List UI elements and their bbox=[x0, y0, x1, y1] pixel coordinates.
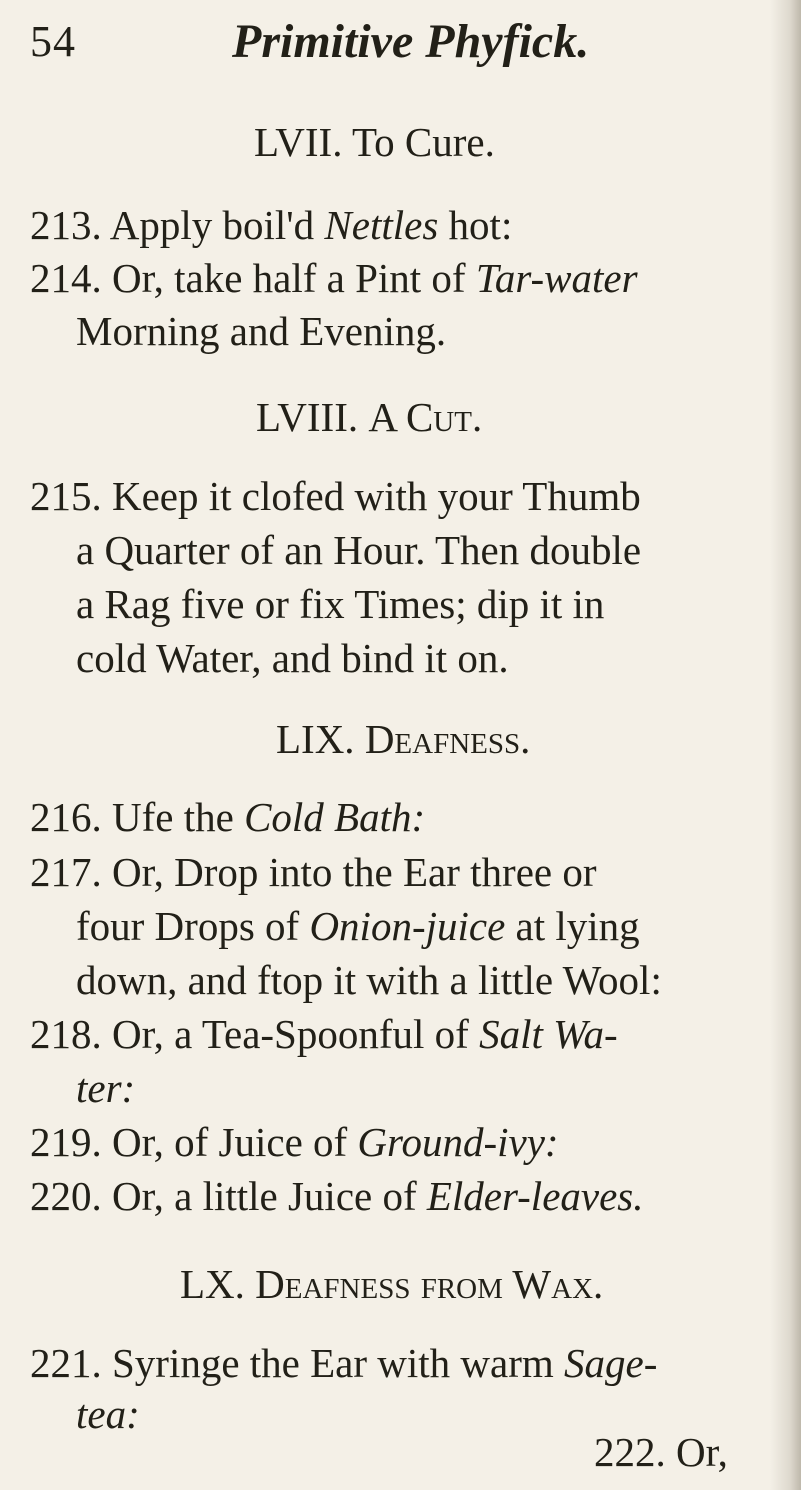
italic-text: Elder-leaves. bbox=[426, 1173, 644, 1219]
page-number: 54 bbox=[30, 17, 76, 66]
italic-text: Tar-water bbox=[475, 255, 638, 301]
heading-text: Deafness. bbox=[364, 716, 531, 762]
item-number: 218. bbox=[30, 1011, 102, 1057]
item-number: 214. bbox=[30, 255, 102, 301]
line-text: four Drops of bbox=[76, 903, 310, 949]
text-line bbox=[30, 794, 426, 840]
text-line bbox=[76, 903, 640, 949]
section-heading bbox=[276, 715, 530, 763]
italic-text: Onion-juice bbox=[309, 903, 506, 949]
heading-number: LX. bbox=[180, 1261, 245, 1307]
line-text: Or, Drop into the Ear three or bbox=[112, 849, 597, 895]
italic-text: Nettles bbox=[324, 202, 439, 248]
text-line bbox=[30, 202, 513, 248]
item-number: 213. bbox=[30, 202, 102, 248]
item-number: 216. bbox=[30, 794, 102, 840]
text-line bbox=[76, 527, 642, 573]
item-number: 217. bbox=[30, 849, 102, 895]
line-text: cold Water, and bind it on. bbox=[76, 635, 509, 681]
text-line bbox=[76, 1391, 140, 1437]
text-line bbox=[30, 473, 641, 519]
line-text: Or, a little Juice of bbox=[112, 1173, 427, 1219]
line-text: Syringe the Ear with warm bbox=[112, 1340, 565, 1386]
heading-text: To Cure. bbox=[351, 119, 495, 165]
heading-text: Deafness from Wax. bbox=[255, 1261, 604, 1307]
line-text: Keep it clofed with your Thumb bbox=[112, 473, 641, 519]
running-title: Primitive Phyfick. bbox=[232, 15, 590, 68]
line-text-tail: hot: bbox=[438, 202, 513, 248]
section-heading bbox=[256, 393, 482, 441]
text-line bbox=[30, 849, 597, 895]
text-line bbox=[30, 1340, 658, 1386]
line-text: Or, take half a Pint of bbox=[112, 255, 476, 301]
line-text: down, and ftop it with a little Wool: bbox=[76, 957, 662, 1003]
line-text: a Quarter of an Hour. Then double bbox=[76, 527, 642, 573]
text-line bbox=[76, 1065, 136, 1111]
text-line bbox=[30, 1173, 644, 1219]
text-line bbox=[76, 581, 605, 627]
italic-text: Cold Bath: bbox=[244, 794, 426, 840]
line-text: Apply boil'd bbox=[109, 202, 325, 248]
item-number: 221. bbox=[30, 1340, 102, 1386]
heading-number: LIX. bbox=[276, 716, 355, 762]
line-text-tail: at lying bbox=[505, 903, 640, 949]
text-line bbox=[76, 635, 509, 681]
section-heading bbox=[254, 118, 495, 166]
italic-text: Sage- bbox=[564, 1340, 658, 1386]
text-line bbox=[30, 1011, 618, 1057]
italic-text: ter: bbox=[76, 1065, 136, 1111]
line-text: Morning and Evening. bbox=[76, 308, 447, 354]
line-text: Or, a Tea-Spoonful of bbox=[112, 1011, 480, 1057]
italic-text: Salt Wa- bbox=[479, 1011, 618, 1057]
text-line bbox=[76, 957, 662, 1003]
text-line bbox=[30, 255, 638, 301]
heading-text: A Cut. bbox=[368, 394, 483, 440]
line-text: Ufe the bbox=[112, 794, 245, 840]
line-text: Or, of Juice of bbox=[112, 1119, 358, 1165]
item-number: 220. bbox=[30, 1173, 102, 1219]
line-text: a Rag five or fix Times; dip it in bbox=[76, 581, 605, 627]
item-number: 215. bbox=[30, 473, 102, 519]
text-line bbox=[76, 308, 447, 354]
text-line bbox=[30, 1119, 559, 1165]
heading-number: LVII. bbox=[254, 119, 343, 165]
heading-number: LVIII. bbox=[256, 394, 359, 440]
page-header bbox=[30, 10, 770, 70]
section-heading bbox=[180, 1260, 603, 1308]
italic-text: Ground-ivy: bbox=[357, 1119, 559, 1165]
italic-text: tea: bbox=[76, 1391, 140, 1437]
item-number: 219. bbox=[30, 1119, 102, 1165]
catchword: 222. Or, bbox=[594, 1429, 728, 1475]
